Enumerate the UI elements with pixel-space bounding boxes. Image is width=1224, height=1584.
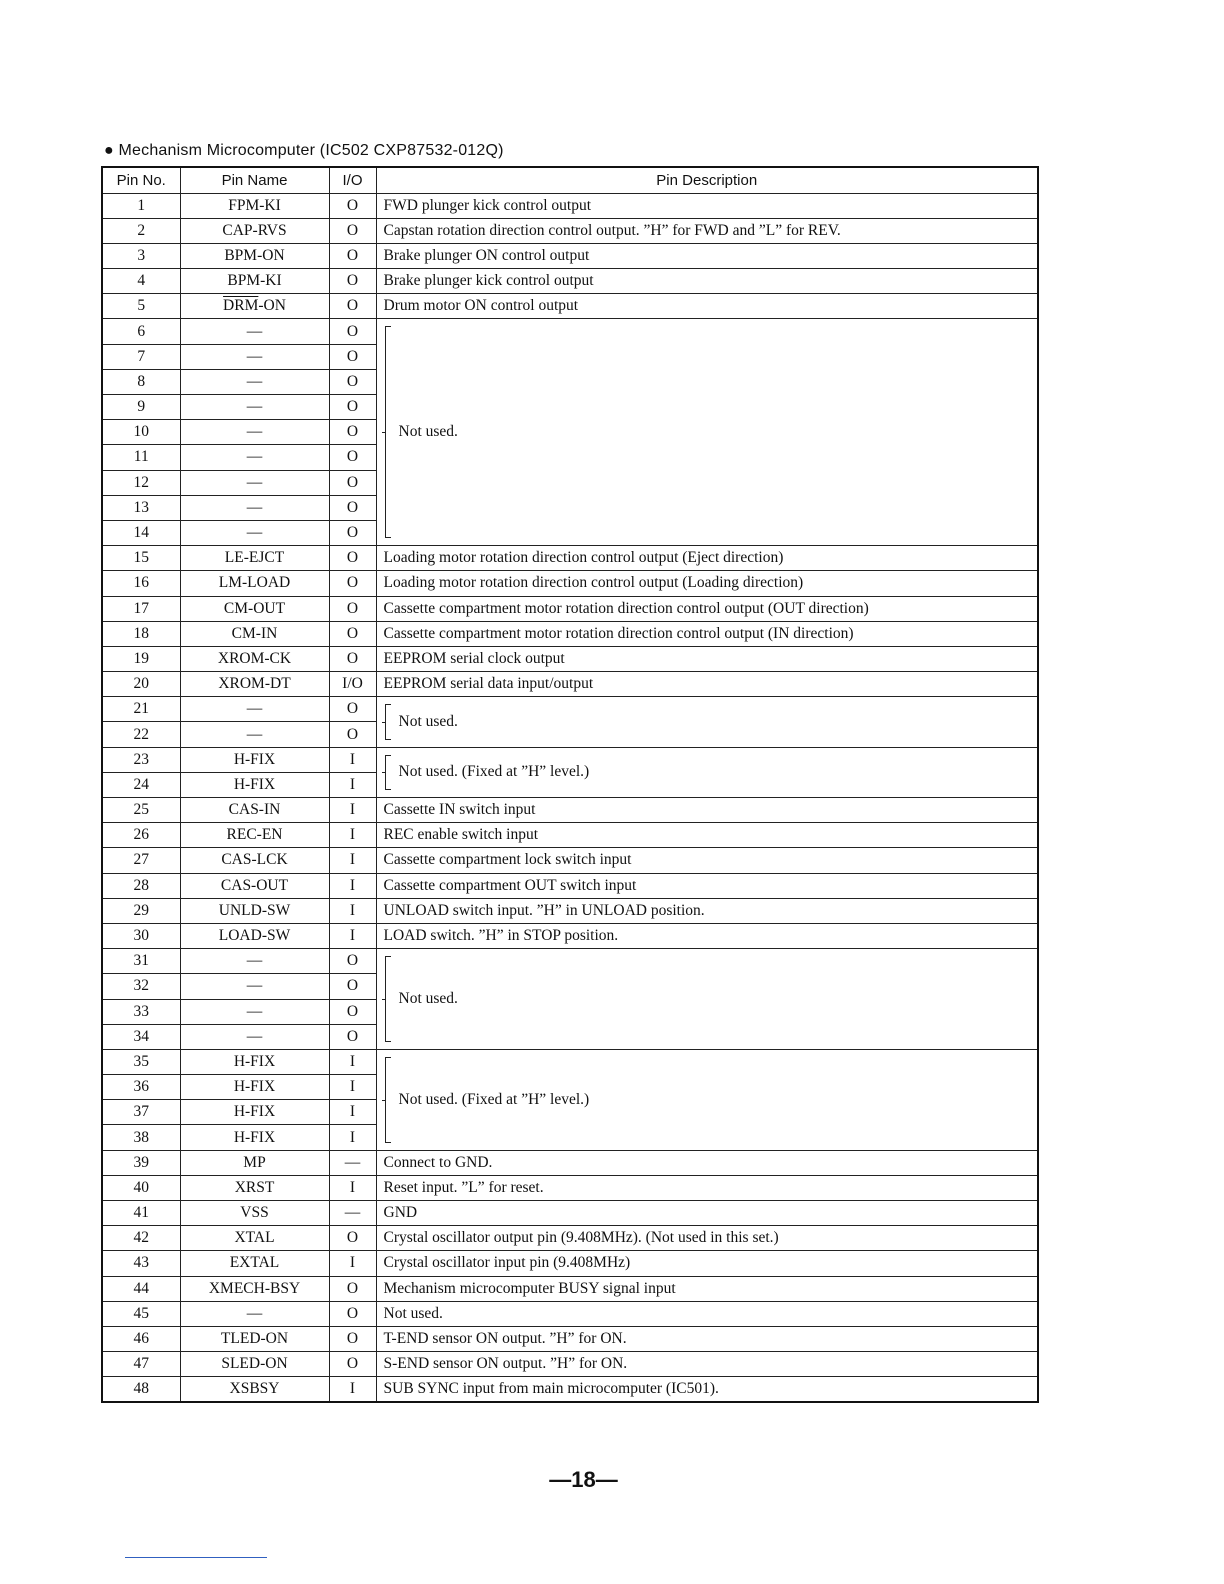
io-cell: O <box>329 344 376 369</box>
table-row <box>102 319 1038 344</box>
pin-description-cell: Mechanism microcomputer BUSY signal input <box>376 1276 1038 1301</box>
io-cell: O <box>329 269 376 294</box>
pin-no-cell: 48 <box>102 1377 180 1402</box>
io-cell: O <box>329 1326 376 1351</box>
pin-no-cell: 2 <box>102 218 180 243</box>
pin-description-cell: Loading motor rotation direction control output (Eject direction) <box>376 546 1038 571</box>
table-row <box>102 621 1038 646</box>
pin-no-cell: 38 <box>102 1125 180 1150</box>
pin-name-cell: H-FIX <box>180 747 329 772</box>
pin-name-cell: VSS <box>180 1201 329 1226</box>
io-cell: I/O <box>329 672 376 697</box>
pin-name-cell: CM-OUT <box>180 596 329 621</box>
table-row <box>102 949 1038 974</box>
pin-description-cell: Drum motor ON control output <box>376 294 1038 319</box>
pin-no-cell: 41 <box>102 1201 180 1226</box>
pin-no-cell: 19 <box>102 646 180 671</box>
io-cell: O <box>329 697 376 722</box>
pin-description-cell: Connect to GND. <box>376 1150 1038 1175</box>
table-header-row <box>102 167 1038 193</box>
pin-name-cell <box>180 294 329 319</box>
pin-name-cell: — <box>180 470 329 495</box>
io-cell: I <box>329 747 376 772</box>
pin-description-cell: Brake plunger ON control output <box>376 243 1038 268</box>
pin-no-cell: 11 <box>102 445 180 470</box>
page-number: —18— <box>549 1467 618 1492</box>
pin-description-cell: FWD plunger kick control output <box>376 193 1038 218</box>
pin-no-cell: 47 <box>102 1352 180 1377</box>
pin-name-cell: — <box>180 1301 329 1326</box>
pin-description-cell: Crystal oscillator input pin (9.408MHz) <box>376 1251 1038 1276</box>
pin-no-cell: 4 <box>102 269 180 294</box>
pin-name-cell: — <box>180 344 329 369</box>
io-cell: O <box>329 369 376 394</box>
pin-name-cell: CAS-OUT <box>180 873 329 898</box>
io-cell: O <box>329 546 376 571</box>
pin-name-cell: — <box>180 420 329 445</box>
io-cell: O <box>329 495 376 520</box>
table-row <box>102 848 1038 873</box>
pin-name-cell: — <box>180 445 329 470</box>
table-row <box>102 798 1038 823</box>
io-cell: O <box>329 621 376 646</box>
pin-no-cell: 8 <box>102 369 180 394</box>
grouped-description-cell <box>376 319 1038 546</box>
brace-icon <box>385 326 391 538</box>
pin-no-cell: 15 <box>102 546 180 571</box>
io-cell: O <box>329 1301 376 1326</box>
pin-name-cell: — <box>180 369 329 394</box>
pin-no-cell: 18 <box>102 621 180 646</box>
io-cell: O <box>329 294 376 319</box>
pin-name-cell: REC-EN <box>180 823 329 848</box>
pin-name-cell: — <box>180 395 329 420</box>
table-row <box>102 269 1038 294</box>
table-row <box>102 1150 1038 1175</box>
io-cell: O <box>329 596 376 621</box>
pin-name-cell: EXTAL <box>180 1251 329 1276</box>
pin-description-cell: UNLOAD switch input. ”H” in UNLOAD position. <box>376 898 1038 923</box>
table-body <box>102 193 1038 1402</box>
pin-description-cell: Cassette compartment OUT switch input <box>376 873 1038 898</box>
group-description-text: Not used. <box>398 990 458 1007</box>
table-row <box>102 672 1038 697</box>
io-cell: I <box>329 1075 376 1100</box>
pin-name-cell: BPM-KI <box>180 269 329 294</box>
pin-no-cell: 5 <box>102 294 180 319</box>
pin-description-cell: EEPROM serial data input/output <box>376 672 1038 697</box>
io-cell: O <box>329 1352 376 1377</box>
io-cell: I <box>329 1049 376 1074</box>
pin-name-cell: H-FIX <box>180 1125 329 1150</box>
pin-name-cell: SLED-ON <box>180 1352 329 1377</box>
table-row <box>102 1201 1038 1226</box>
pin-no-cell: 27 <box>102 848 180 873</box>
document-title: ● Mechanism Microcomputer (IC502 CXP87532-012Q) <box>104 142 504 159</box>
pin-name-cell: LE-EJCT <box>180 546 329 571</box>
pin-no-cell: 26 <box>102 823 180 848</box>
pin-name-cell: MP <box>180 1150 329 1175</box>
pin-name-cell: — <box>180 697 329 722</box>
table-row <box>102 596 1038 621</box>
io-cell: I <box>329 823 376 848</box>
grouped-description-cell <box>376 1049 1038 1150</box>
pin-no-cell: 23 <box>102 747 180 772</box>
pin-no-cell: 31 <box>102 949 180 974</box>
table-row <box>102 243 1038 268</box>
pin-no-cell: 24 <box>102 772 180 797</box>
pin-description-cell: Reset input. ”L” for reset. <box>376 1175 1038 1200</box>
pin-name-cell: XMECH-BSY <box>180 1276 329 1301</box>
pin-name-cell: CAS-IN <box>180 798 329 823</box>
pin-name-cell: — <box>180 999 329 1024</box>
io-cell: O <box>329 445 376 470</box>
pin-name-cell: LM-LOAD <box>180 571 329 596</box>
io-cell: O <box>329 1024 376 1049</box>
group-description-text: Not used. (Fixed at ”H” level.) <box>398 763 590 781</box>
table-row <box>102 294 1038 319</box>
header-io: I/O <box>329 167 376 193</box>
io-cell: O <box>329 1226 376 1251</box>
pin-description-cell: REC enable switch input <box>376 823 1038 848</box>
pin-name-cell: BPM-ON <box>180 243 329 268</box>
brace-icon <box>385 755 391 790</box>
pin-name-cell: XTAL <box>180 1226 329 1251</box>
pin-description-cell: GND <box>376 1201 1038 1226</box>
pin-description-cell: Cassette compartment motor rotation direction control output (IN direction) <box>376 621 1038 646</box>
pin-no-cell: 29 <box>102 898 180 923</box>
pin-no-cell: 22 <box>102 722 180 747</box>
pin-no-cell: 9 <box>102 395 180 420</box>
pin-no-cell: 37 <box>102 1100 180 1125</box>
pin-name-cell: FPM-KI <box>180 193 329 218</box>
io-cell: O <box>329 949 376 974</box>
pin-no-cell: 46 <box>102 1326 180 1351</box>
table-row <box>102 823 1038 848</box>
table-row <box>102 747 1038 772</box>
io-cell: I <box>329 1251 376 1276</box>
pin-no-cell: 30 <box>102 923 180 948</box>
pin-name-cell: CM-IN <box>180 621 329 646</box>
pin-name-cell: H-FIX <box>180 1100 329 1125</box>
io-cell: O <box>329 470 376 495</box>
pin-name-cell: H-FIX <box>180 1075 329 1100</box>
pin-name-cell: TLED-ON <box>180 1326 329 1351</box>
pin-name-cell: LOAD-SW <box>180 923 329 948</box>
pin-name-cell: XSBSY <box>180 1377 329 1402</box>
io-cell: I <box>329 772 376 797</box>
pin-no-cell: 45 <box>102 1301 180 1326</box>
pin-name-cell: H-FIX <box>180 1049 329 1074</box>
io-cell: O <box>329 722 376 747</box>
io-cell: O <box>329 571 376 596</box>
pin-name-cell: — <box>180 974 329 999</box>
io-cell: I <box>329 1377 376 1402</box>
table-row <box>102 546 1038 571</box>
group-description-text: Not used. <box>398 712 458 730</box>
group-description-text: Not used. (Fixed at ”H” level.) <box>398 1090 590 1108</box>
pin-description-cell: LOAD switch. ”H” in STOP position. <box>376 923 1038 948</box>
io-cell: O <box>329 243 376 268</box>
pin-no-cell: 20 <box>102 672 180 697</box>
pin-no-cell: 42 <box>102 1226 180 1251</box>
pin-no-cell: 39 <box>102 1150 180 1175</box>
pin-name-cell: XRST <box>180 1175 329 1200</box>
pin-description-table <box>101 166 1039 1403</box>
pin-name-cell: XROM-DT <box>180 672 329 697</box>
table-row <box>102 873 1038 898</box>
pin-no-cell: 40 <box>102 1175 180 1200</box>
grouped-description-cell <box>376 697 1038 747</box>
brace-icon <box>385 1057 391 1143</box>
io-cell: I <box>329 798 376 823</box>
io-cell: O <box>329 420 376 445</box>
pin-description-cell: Cassette compartment lock switch input <box>376 848 1038 873</box>
io-cell: I <box>329 898 376 923</box>
pin-no-cell: 36 <box>102 1075 180 1100</box>
table-row <box>102 1175 1038 1200</box>
pin-name-cell: CAP-RVS <box>180 218 329 243</box>
brace-icon <box>385 704 391 739</box>
pin-name-overlined-part: $\overline{DRM}$ <box>223 297 259 315</box>
pin-description-cell: Loading motor rotation direction control output (Loading direction) <box>376 571 1038 596</box>
pin-no-cell: 25 <box>102 798 180 823</box>
io-cell: O <box>329 319 376 344</box>
header-pin-description: Pin Description <box>376 167 1038 193</box>
io-cell: — <box>329 1150 376 1175</box>
pin-no-cell: 3 <box>102 243 180 268</box>
pin-no-cell: 1 <box>102 193 180 218</box>
pin-name-rest-part: -ON <box>258 297 286 315</box>
pin-no-cell: 14 <box>102 520 180 545</box>
pin-no-cell: 13 <box>102 495 180 520</box>
pin-name-cell: XROM-CK <box>180 646 329 671</box>
io-cell: O <box>329 1276 376 1301</box>
table-row <box>102 1049 1038 1074</box>
pin-description-cell: S-END sensor ON output. ”H” for ON. <box>376 1352 1038 1377</box>
table-row <box>102 1301 1038 1326</box>
footer-rule <box>125 1557 267 1558</box>
pin-name-cell: — <box>180 319 329 344</box>
pin-no-cell: 16 <box>102 571 180 596</box>
table-row <box>102 1377 1038 1402</box>
io-cell: O <box>329 520 376 545</box>
pin-no-cell: 33 <box>102 999 180 1024</box>
table-row <box>102 193 1038 218</box>
pin-no-cell: 6 <box>102 319 180 344</box>
io-cell: O <box>329 218 376 243</box>
pin-no-cell: 10 <box>102 420 180 445</box>
pin-description-cell: Cassette compartment motor rotation direction control output (OUT direction) <box>376 596 1038 621</box>
io-cell: O <box>329 193 376 218</box>
table-row <box>102 1326 1038 1351</box>
io-cell: I <box>329 848 376 873</box>
pin-description-cell: Not used. <box>376 1301 1038 1326</box>
pin-no-cell: 43 <box>102 1251 180 1276</box>
pin-no-cell: 21 <box>102 697 180 722</box>
pin-name-cell: — <box>180 949 329 974</box>
pin-no-cell: 34 <box>102 1024 180 1049</box>
grouped-description-cell <box>376 949 1038 1050</box>
io-cell: I <box>329 1100 376 1125</box>
io-cell: I <box>329 923 376 948</box>
pin-no-cell: 7 <box>102 344 180 369</box>
pin-description-cell: SUB SYNC input from main microcomputer (IC501). <box>376 1377 1038 1402</box>
pin-name-cell: UNLD-SW <box>180 898 329 923</box>
header-pin-no: Pin No. <box>102 167 180 193</box>
table-row <box>102 571 1038 596</box>
table-row <box>102 218 1038 243</box>
grouped-description-cell <box>376 747 1038 797</box>
pin-name-cell: H-FIX <box>180 772 329 797</box>
pin-name-cell: — <box>180 495 329 520</box>
pin-description-cell: Cassette IN switch input <box>376 798 1038 823</box>
io-cell: O <box>329 646 376 671</box>
io-cell: O <box>329 974 376 999</box>
header-pin-name: Pin Name <box>180 167 329 193</box>
pin-no-cell: 35 <box>102 1049 180 1074</box>
pin-description-cell: Capstan rotation direction control output. ”H” for FWD and ”L” for REV. <box>376 218 1038 243</box>
io-cell: O <box>329 999 376 1024</box>
pin-description-cell: Brake plunger kick control output <box>376 269 1038 294</box>
pin-no-cell: 44 <box>102 1276 180 1301</box>
io-cell: I <box>329 1125 376 1150</box>
table-row <box>102 1226 1038 1251</box>
pin-description-cell: Crystal oscillator output pin (9.408MHz). (Not used in this set.) <box>376 1226 1038 1251</box>
brace-icon <box>385 956 391 1042</box>
pin-no-cell: 12 <box>102 470 180 495</box>
table-row <box>102 1352 1038 1377</box>
io-cell: O <box>329 395 376 420</box>
table-row <box>102 1251 1038 1276</box>
pin-description-cell: EEPROM serial clock output <box>376 646 1038 671</box>
pin-no-cell: 32 <box>102 974 180 999</box>
pin-name-cell: CAS-LCK <box>180 848 329 873</box>
table-row <box>102 923 1038 948</box>
pin-name-cell: — <box>180 520 329 545</box>
pin-name-cell: — <box>180 722 329 747</box>
pin-no-cell: 28 <box>102 873 180 898</box>
io-cell: — <box>329 1201 376 1226</box>
io-cell: I <box>329 1175 376 1200</box>
io-cell: I <box>329 873 376 898</box>
pin-name-cell: — <box>180 1024 329 1049</box>
group-description-text: Not used. <box>398 423 458 441</box>
table-row <box>102 898 1038 923</box>
table-row <box>102 697 1038 722</box>
table-row <box>102 1276 1038 1301</box>
pin-description-cell: T-END sensor ON output. ”H” for ON. <box>376 1326 1038 1351</box>
table-row <box>102 646 1038 671</box>
pin-no-cell: 17 <box>102 596 180 621</box>
